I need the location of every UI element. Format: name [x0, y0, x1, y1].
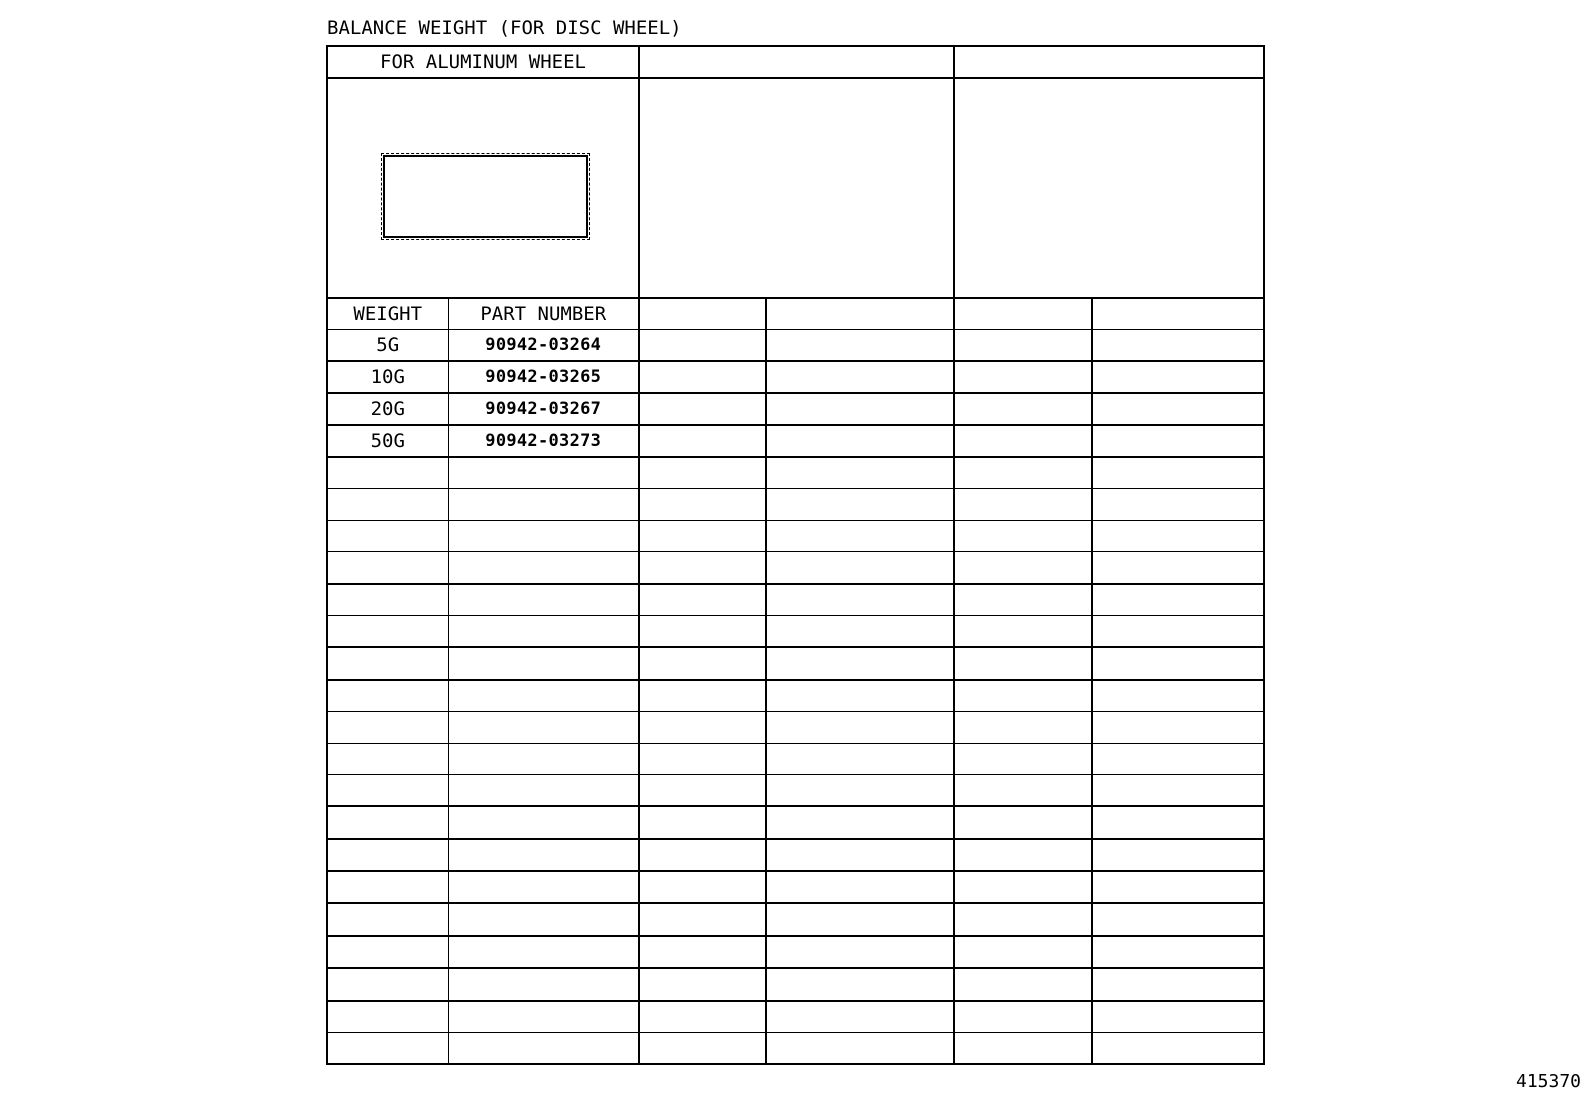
empty-cell [1092, 615, 1264, 647]
empty-row [327, 743, 1264, 774]
empty-row [327, 584, 1264, 616]
empty-cell [766, 361, 954, 393]
empty-row [327, 520, 1264, 551]
empty-cell [766, 520, 954, 551]
empty-cell [766, 1033, 954, 1065]
empty-cell [448, 584, 639, 616]
empty-cell [1092, 936, 1264, 968]
empty-cell [1092, 1033, 1264, 1065]
empty-cell [327, 552, 448, 584]
empty-cell [766, 584, 954, 616]
empty-cell [327, 936, 448, 968]
empty-row [327, 615, 1264, 647]
empty-cell [448, 774, 639, 806]
weight-cell: 10G [327, 361, 448, 393]
empty-cell [639, 871, 766, 903]
empty-cell [448, 903, 639, 935]
empty-cell [766, 871, 954, 903]
illustration-cell-empty-2 [639, 78, 954, 298]
empty-cell [639, 968, 766, 1000]
empty-cell [639, 1033, 766, 1065]
empty-cell [954, 489, 1092, 520]
empty-cell [639, 743, 766, 774]
table-row [327, 425, 1264, 457]
empty-cell [766, 903, 954, 935]
empty-cell [954, 774, 1092, 806]
empty-cell [448, 680, 639, 712]
empty-cell [448, 520, 639, 551]
empty-cell [954, 1001, 1092, 1033]
part-number-cell: 90942-03264 [448, 330, 639, 362]
weight-cell: 5G [327, 330, 448, 362]
table-row [327, 330, 1264, 362]
page-title: BALANCE WEIGHT (FOR DISC WHEEL) [327, 17, 682, 39]
empty-cell [766, 647, 954, 679]
empty-cell [766, 393, 954, 425]
empty-cell [954, 298, 1092, 330]
empty-cell [639, 774, 766, 806]
empty-cell [327, 457, 448, 489]
empty-cell [1092, 393, 1264, 425]
illustration-cell-empty-3 [954, 78, 1264, 298]
empty-cell [1092, 743, 1264, 774]
empty-row [327, 806, 1264, 838]
empty-cell [448, 839, 639, 871]
empty-cell [1092, 520, 1264, 551]
empty-cell [327, 1033, 448, 1065]
empty-cell [954, 393, 1092, 425]
empty-cell [639, 520, 766, 551]
empty-row [327, 1001, 1264, 1033]
empty-cell [448, 1001, 639, 1033]
empty-cell [639, 712, 766, 743]
empty-cell [1092, 968, 1264, 1000]
empty-cell [1092, 298, 1264, 330]
table-header-section [327, 46, 1264, 457]
empty-cell [639, 647, 766, 679]
empty-cell [639, 552, 766, 584]
empty-cell [327, 903, 448, 935]
part-number-cell: 90942-03273 [448, 425, 639, 457]
empty-cell [639, 584, 766, 616]
header-cell-for-aluminum-wheel: FOR ALUMINUM WHEEL [327, 46, 639, 78]
empty-cell [327, 774, 448, 806]
empty-cell [766, 1001, 954, 1033]
empty-row [327, 774, 1264, 806]
empty-cell [327, 743, 448, 774]
empty-cell [639, 361, 766, 393]
empty-cell [954, 936, 1092, 968]
empty-row [327, 1033, 1264, 1065]
header-cell-empty-2 [639, 46, 954, 78]
empty-cell [1092, 871, 1264, 903]
part-number-cell: 90942-03267 [448, 393, 639, 425]
empty-cell [639, 936, 766, 968]
empty-cell [327, 968, 448, 1000]
weight-cell: 50G [327, 425, 448, 457]
empty-cell [954, 615, 1092, 647]
empty-cell [954, 680, 1092, 712]
illustration-row [327, 78, 1264, 298]
empty-cell [1092, 712, 1264, 743]
empty-cell [766, 298, 954, 330]
empty-cell [1092, 774, 1264, 806]
empty-cell [327, 647, 448, 679]
empty-cell [954, 839, 1092, 871]
empty-cell [639, 806, 766, 838]
empty-cell [954, 552, 1092, 584]
empty-cell [327, 712, 448, 743]
empty-cell [448, 806, 639, 838]
part-number-cell: 90942-03265 [448, 361, 639, 393]
empty-cell [1092, 1001, 1264, 1033]
empty-cell [766, 743, 954, 774]
empty-cell [766, 839, 954, 871]
empty-cell [327, 839, 448, 871]
empty-cell [639, 680, 766, 712]
empty-row [327, 871, 1264, 903]
empty-cell [639, 457, 766, 489]
header-cell-empty-3 [954, 46, 1264, 78]
empty-cell [954, 647, 1092, 679]
empty-row [327, 839, 1264, 871]
empty-cell [954, 330, 1092, 362]
empty-cell [1092, 839, 1264, 871]
empty-row [327, 457, 1264, 489]
table-row [327, 361, 1264, 393]
empty-cell [639, 298, 766, 330]
empty-cell [448, 1033, 639, 1065]
empty-cell [1092, 647, 1264, 679]
empty-cell [448, 489, 639, 520]
empty-cell [954, 520, 1092, 551]
empty-cell [1092, 584, 1264, 616]
empty-cell [954, 871, 1092, 903]
empty-row [327, 489, 1264, 520]
empty-cell [639, 330, 766, 362]
empty-cell [639, 1001, 766, 1033]
empty-cell [954, 1033, 1092, 1065]
empty-cell [766, 712, 954, 743]
empty-cell [639, 489, 766, 520]
empty-row [327, 552, 1264, 584]
empty-row [327, 647, 1264, 679]
empty-cell [448, 936, 639, 968]
column-header-part-number: PART NUMBER [448, 298, 639, 330]
empty-cell [954, 743, 1092, 774]
table-row [327, 393, 1264, 425]
empty-cell [448, 871, 639, 903]
empty-cell [954, 584, 1092, 616]
empty-cell [766, 489, 954, 520]
empty-cell [327, 520, 448, 551]
empty-cell [327, 489, 448, 520]
empty-cell [1092, 552, 1264, 584]
empty-cell [1092, 489, 1264, 520]
empty-cell [448, 457, 639, 489]
empty-cell [327, 871, 448, 903]
empty-cell [954, 457, 1092, 489]
empty-cell [1092, 361, 1264, 393]
empty-cell [448, 552, 639, 584]
empty-cell [766, 680, 954, 712]
empty-cell [448, 647, 639, 679]
empty-cell [639, 903, 766, 935]
empty-cell [448, 712, 639, 743]
empty-cell [766, 806, 954, 838]
empty-cell [766, 615, 954, 647]
empty-cell [327, 806, 448, 838]
header-row [327, 46, 1264, 78]
empty-cell [1092, 806, 1264, 838]
empty-cell [327, 1001, 448, 1033]
empty-row [327, 936, 1264, 968]
column-header-row [327, 298, 1264, 330]
empty-cell [448, 743, 639, 774]
empty-cell [1092, 330, 1264, 362]
empty-cell [766, 330, 954, 362]
empty-cell [448, 968, 639, 1000]
empty-cell [1092, 425, 1264, 457]
empty-rows-section [327, 457, 1264, 1064]
empty-cell [639, 615, 766, 647]
column-header-weight: WEIGHT [327, 298, 448, 330]
empty-cell [954, 712, 1092, 743]
empty-row [327, 968, 1264, 1000]
empty-cell [954, 968, 1092, 1000]
empty-cell [327, 615, 448, 647]
empty-cell [327, 680, 448, 712]
balance-weight-table [326, 45, 1265, 1065]
empty-cell [1092, 680, 1264, 712]
empty-cell [954, 425, 1092, 457]
empty-cell [1092, 903, 1264, 935]
empty-cell [954, 806, 1092, 838]
empty-cell [639, 393, 766, 425]
empty-cell [766, 968, 954, 1000]
empty-cell [327, 584, 448, 616]
empty-cell [766, 552, 954, 584]
empty-cell [954, 361, 1092, 393]
empty-row [327, 712, 1264, 743]
part-image-placeholder [383, 155, 588, 238]
empty-cell [639, 425, 766, 457]
empty-cell [448, 615, 639, 647]
part-image-cell [327, 78, 639, 298]
empty-cell [766, 457, 954, 489]
empty-cell [766, 425, 954, 457]
empty-row [327, 903, 1264, 935]
empty-cell [766, 774, 954, 806]
empty-cell [954, 903, 1092, 935]
weight-cell: 20G [327, 393, 448, 425]
empty-cell [766, 936, 954, 968]
empty-row [327, 680, 1264, 712]
page-number: 415370 [1516, 1071, 1582, 1092]
empty-cell [639, 839, 766, 871]
empty-cell [1092, 457, 1264, 489]
